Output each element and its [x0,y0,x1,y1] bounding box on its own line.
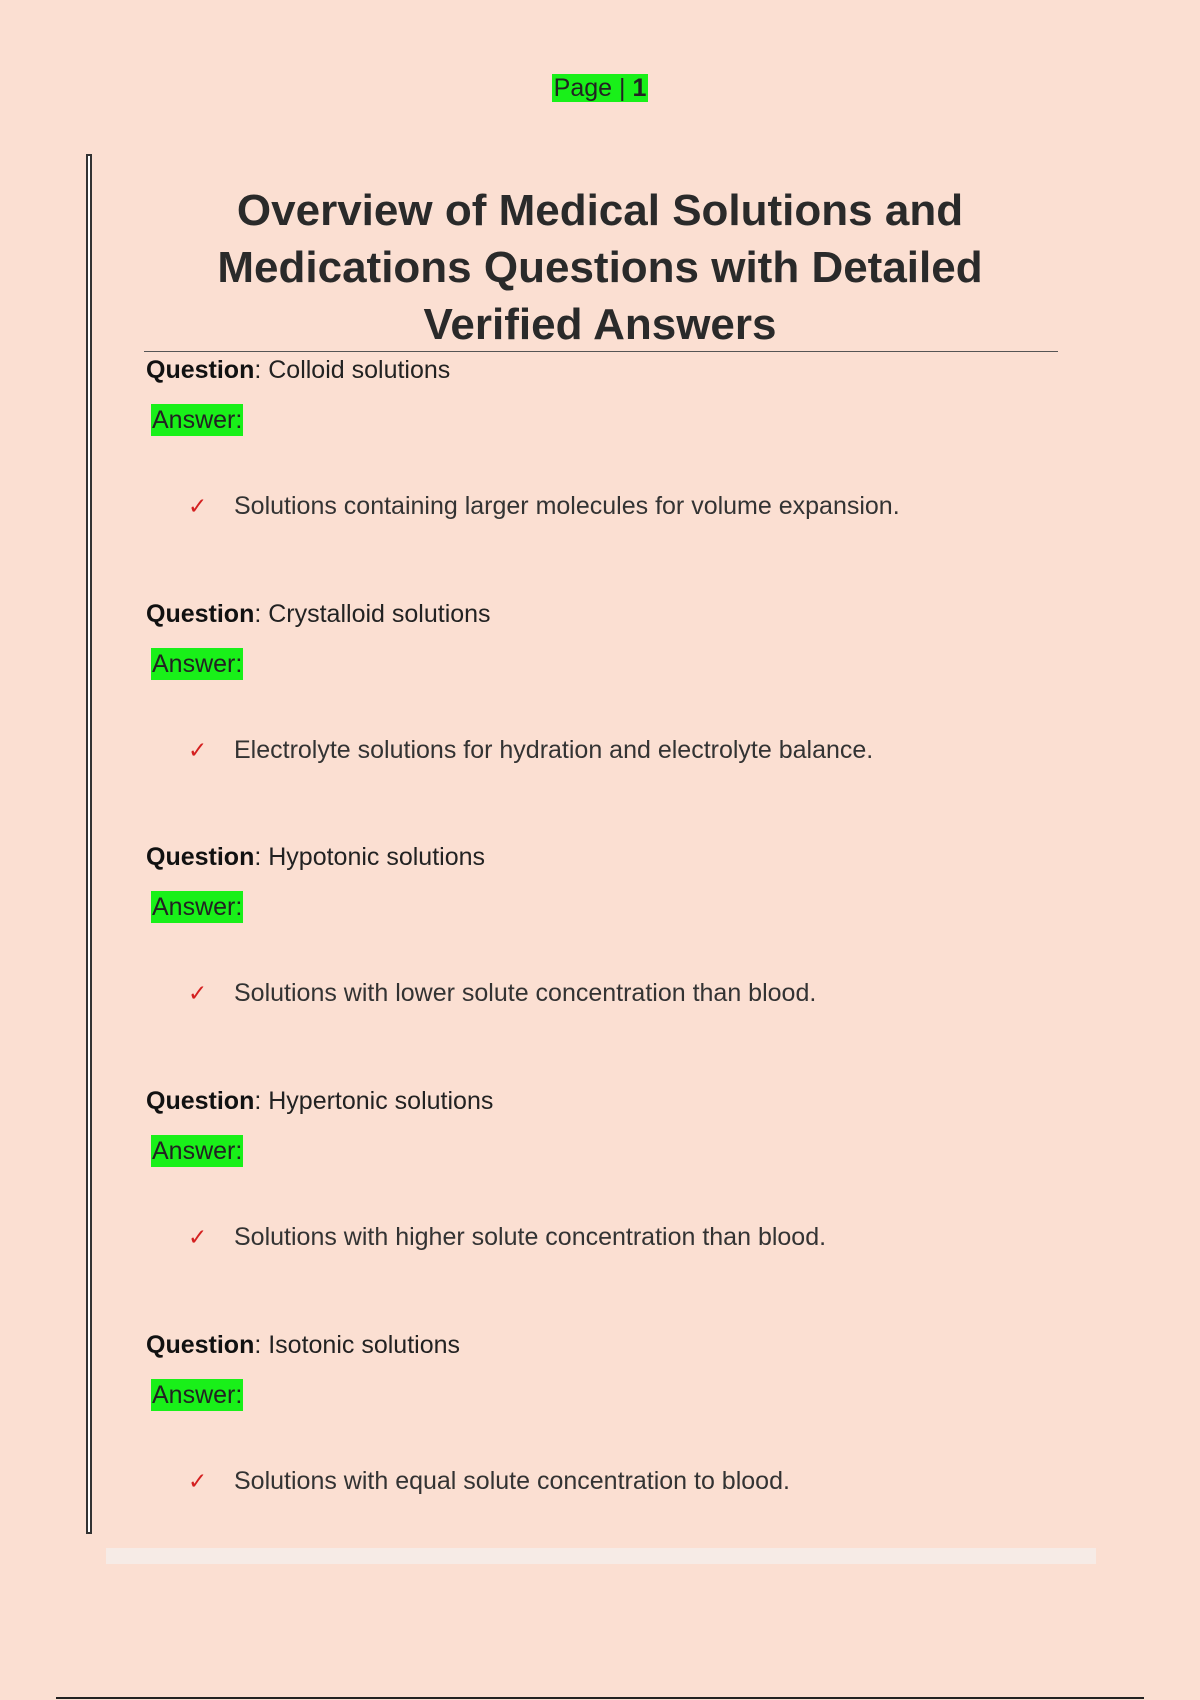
answer-label: Answer: [152,1381,243,1409]
question-label: Question [146,1087,255,1115]
left-margin-frame [86,154,92,1534]
answer-label: Answer: [152,893,243,921]
question-text: : Crystalloid solutions [254,600,491,628]
page-number-label: Page | [553,74,633,102]
question-label: Question [146,600,255,628]
question-text: : Hypertonic solutions [254,1087,494,1115]
answer-text: Solutions with higher solute concentration than blood. [234,1223,827,1251]
question [146,841,485,873]
answer-text: Solutions containing larger molecules for volume expansion. [234,492,900,520]
question [146,598,491,630]
question-label: Question [146,1331,255,1359]
answer-item [188,977,816,1010]
answer-item [188,1465,790,1498]
title-underline [144,351,1058,352]
question-text: : Hypotonic solutions [254,843,486,871]
question [146,1329,460,1361]
check-icon: ✓ [188,1469,208,1495]
question [146,354,450,386]
answer-label: Answer: [152,1137,243,1165]
answer-item [188,490,900,523]
question-text: : Colloid solutions [254,356,451,384]
check-icon: ✓ [188,494,208,520]
page-number [0,72,1200,104]
check-icon: ✓ [188,981,208,1007]
check-icon: ✓ [188,738,208,764]
answer-item [188,734,873,767]
question-label: Question [146,356,255,384]
check-icon: ✓ [188,1225,208,1251]
page-number-highlight [552,74,649,102]
question [146,1085,493,1117]
answer-text: Solutions with equal solute concentration to blood. [234,1467,790,1495]
answer-item [188,1221,826,1254]
question-label: Question [146,843,255,871]
footer-rule [56,1697,1144,1699]
content-bottom-bar [106,1548,1096,1564]
answer-text: Electrolyte solutions for hydration and electrolyte balance. [234,736,874,764]
page-number-value: 1 [632,74,647,102]
question-text: : Isotonic solutions [254,1331,461,1359]
answer-text: Solutions with lower solute concentration than blood. [234,979,817,1007]
document-title: Overview of Medical Solutions and Medications Questions with Detailed Verified Answers [217,186,983,349]
answer-label: Answer: [152,650,243,678]
answer-label: Answer: [152,406,243,434]
